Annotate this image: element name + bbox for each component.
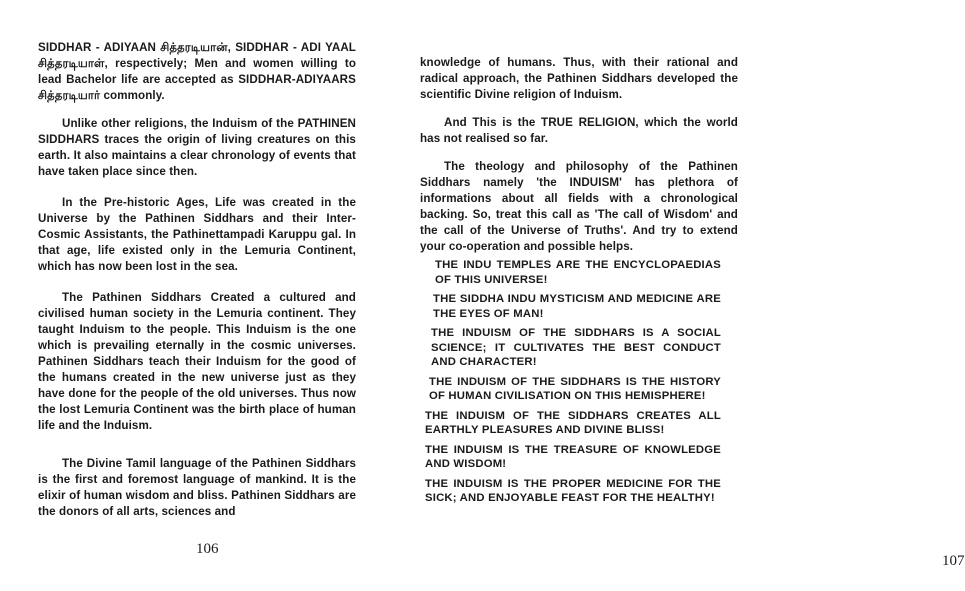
left-paragraph-1: SIDDHAR - ADIYAAN சித்தரடியான், SIDDHAR - ADI YAAL சித்தரடியாள், respectively; Men and women willing to lead Bachelor life are accepted as SIDDHAR-ADIYAARS சித்தரடியார் commonly. [38, 41, 356, 102]
left-paragraph-2: Unlike other religions, the Induism of the PATHINEN SIDDHARS traces the origin of living creatures on this earth. It also maintains a clear chronology of events that have taken place since then. [38, 117, 356, 178]
page-number-right: 107 [942, 553, 965, 569]
left-page [0, 0, 400, 591]
slogan-list [425, 258, 721, 511]
left-paragraph-3: In the Pre-historic Ages, Life was created in the Universe by the Pathinen Siddhars and their Inter-Cosmic Assistants, the Pathinettampadi Karuppu gal. In that age, life existed only in the Lemuria Continent, which has now been lost in the sea. [38, 196, 356, 273]
slogan-item: THE INDUISM OF THE SIDDHARS CREATES ALL EARTHLY PLEASURES AND DIVINE BLISS! [425, 409, 721, 436]
right-page-body [420, 55, 738, 255]
left-paragraph-4: The Pathinen Siddhars Created a cultured and civilised human society in the Lemuria continent. They taught Induism to the people. This Induism is the one which is prevailing eternally in the cosmic universes. Pathinen Siddhars teach their Induism for the good of the humans created in the new universe just as they have done for the people of the old universes. Thus now the lost Lemuria Continent was the birth place of human life and the Induism. [38, 291, 356, 432]
slogan-item: THE INDUISM IS THE PROPER MEDICINE FOR THE SICK; AND ENJOYABLE FEAST FOR THE HEALTHY! [425, 477, 721, 504]
left-page-body [38, 40, 356, 520]
right-paragraph-2: And This is the TRUE RELIGION, which the world has not realised so far. [420, 116, 738, 145]
slogan-item: THE SIDDHA INDU MYSTICISM AND MEDICINE ARE THE EYES OF MAN! [433, 293, 721, 320]
slogan-item: THE INDUISM OF THE SIDDHARS IS A SOCIAL SCIENCE; IT CULTIVATES THE BEST CONDUCT AND CHARACTER! [431, 327, 721, 368]
slogan-item: THE INDU TEMPLES ARE THE ENCYCLOPAEDIAS OF THIS UNIVERSE! [435, 259, 721, 286]
page-number-left: 106 [196, 541, 219, 557]
right-paragraph-1: knowledge of humans. Thus, with their rational and radical approach, the Pathinen Siddhars developed the scientific Divine religion of Induism. [420, 56, 738, 101]
left-paragraph-5: The Divine Tamil language of the Pathinen Siddhars is the first and foremost language of mankind. It is the elixir of human wisdom and bliss. Pathinen Siddhars are the donors of all arts, sciences and [38, 457, 356, 518]
slogan-item: THE INDUISM OF THE SIDDHARS IS THE HISTORY OF HUMAN CIVILISATION ON THIS HEMISPHERE! [429, 375, 721, 402]
slogan-item: THE INDUISM IS THE TREASURE OF KNOWLEDGE AND WISDOM! [425, 443, 721, 470]
right-paragraph-3: The theology and philosophy of the Pathinen Siddhars namely 'the INDUISM' has plethora of informations about all fields with a chronological backing. So, treat this call as 'The call of Wisdom' and the call of the Universe of Truths'. And try to extend your co-operation and possible helps. [420, 160, 738, 253]
